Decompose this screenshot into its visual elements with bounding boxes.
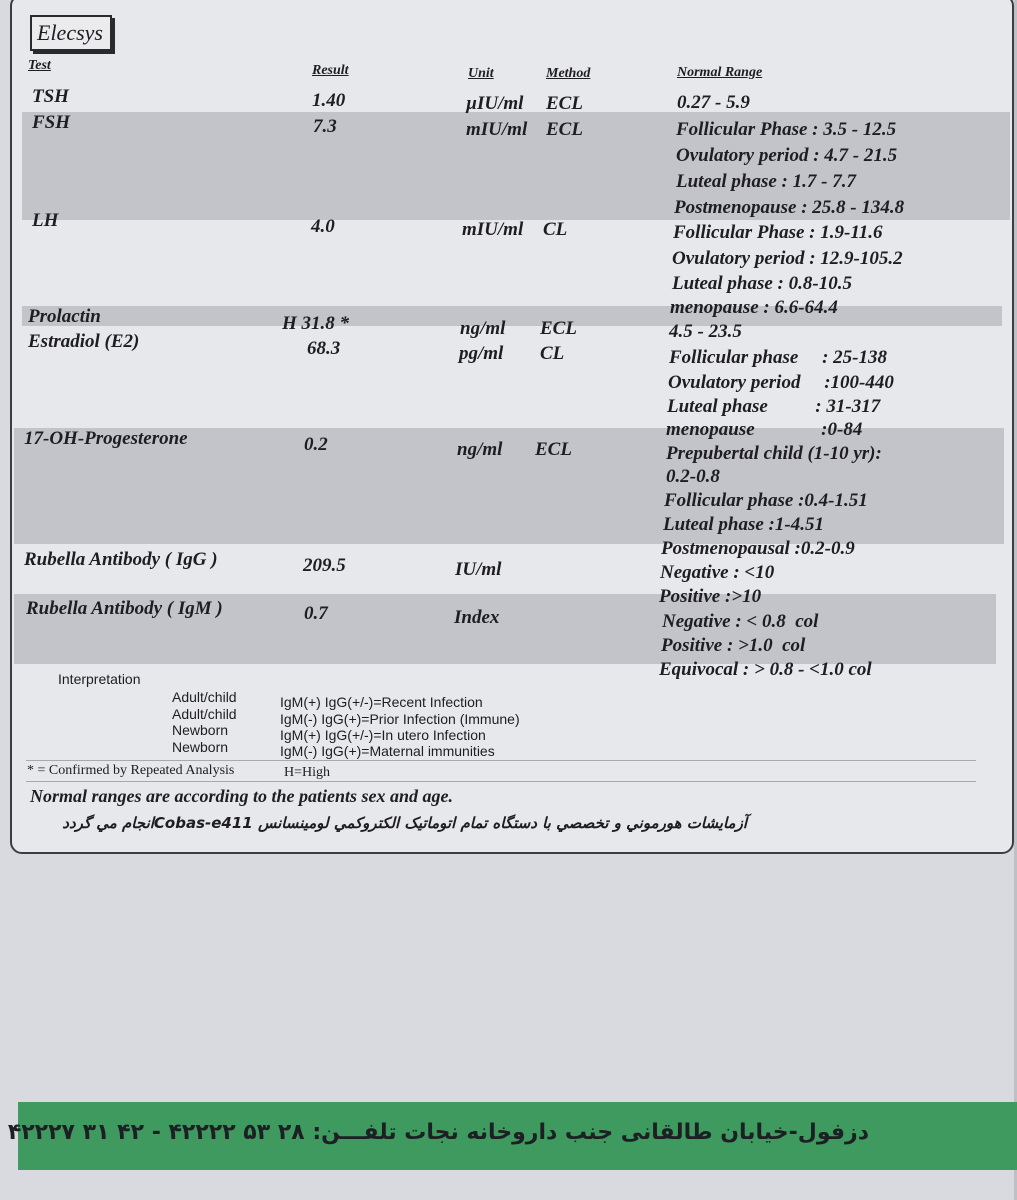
- header-method: Method: [546, 66, 591, 81]
- range-line: Luteal phase : 0.8-10.5: [672, 273, 852, 294]
- range-line: Ovulatory period :100-440: [668, 372, 894, 393]
- test-unit: IU/ml: [455, 559, 502, 580]
- test-unit: pg/ml: [459, 343, 504, 364]
- range-line: 0.27 - 5.9: [677, 92, 750, 113]
- range-line: Follicular phase : 25-138: [669, 347, 887, 368]
- test-method: ECL: [546, 93, 583, 114]
- interpretation-title: Interpretation: [58, 671, 141, 687]
- interpretation-text: IgM(-) IgG(+)=Maternal immunities: [280, 743, 495, 759]
- range-line: Luteal phase : 1.7 - 7.7: [676, 171, 856, 192]
- range-line: Luteal phase : 31-317: [667, 396, 881, 417]
- interpretation-who: Adult/child: [172, 706, 237, 722]
- range-line: Positive : >1.0 col: [661, 635, 806, 656]
- range-line: menopause : 6.6-64.4: [670, 297, 838, 318]
- range-line: Ovulatory period : 12.9-105.2: [672, 248, 903, 269]
- range-line: Equivocal : > 0.8 - <1.0 col: [659, 659, 872, 680]
- test-unit: Index: [454, 607, 500, 628]
- range-line: Follicular Phase : 1.9-11.6: [673, 222, 883, 243]
- test-name: Prolactin: [28, 306, 101, 327]
- interpretation-text: IgM(+) IgG(+/-)=In utero Infection: [280, 727, 486, 743]
- header-test: Test: [28, 58, 51, 73]
- test-method: CL: [543, 219, 568, 240]
- test-name: FSH: [32, 112, 71, 133]
- range-line: Ovulatory period : 4.7 - 21.5: [676, 145, 898, 166]
- instrument-note: آزمايشات هورموني و تخصصي با دستگاه تمام اتوماتيک الکتروکمي لومينسانس Cobas-e411انجام مي گردد: [62, 814, 747, 832]
- interpretation-text: IgM(+) IgG(+/-)=Recent Infection: [280, 694, 483, 710]
- test-unit: ng/ml: [460, 318, 506, 339]
- test-result: 209.5: [303, 555, 346, 576]
- test-result: 7.3: [313, 116, 337, 137]
- range-line: 4.5 - 23.5: [669, 321, 742, 342]
- divider: [26, 760, 976, 761]
- normal-ranges-note: Normal ranges are according to the patients sex and age.: [30, 786, 454, 806]
- header-unit: Unit: [468, 66, 494, 81]
- test-method: ECL: [546, 119, 583, 140]
- interpretation-text: IgM(-) IgG(+)=Prior Infection (Immune): [280, 711, 520, 727]
- interpretation-who: Newborn: [172, 739, 229, 755]
- test-name: Rubella Antibody ( IgG ): [24, 549, 218, 570]
- header-result: Result: [312, 63, 349, 78]
- test-method: ECL: [540, 318, 577, 339]
- test-result: 0.2: [304, 434, 328, 455]
- range-line: Postmenopause : 25.8 - 134.8: [674, 197, 905, 218]
- range-line: Luteal phase :1-4.51: [663, 514, 824, 535]
- range-line: menopause :0-84: [666, 419, 863, 440]
- interpretation-who: Adult/child: [172, 689, 237, 705]
- test-name: TSH: [32, 86, 69, 107]
- test-name: Rubella Antibody ( IgM ): [26, 598, 223, 619]
- test-unit: ng/ml: [457, 439, 503, 460]
- footnote-high: H=High: [284, 765, 331, 780]
- range-line: Negative : <10: [660, 562, 775, 583]
- range-line: Follicular Phase : 3.5 - 12.5: [676, 119, 897, 140]
- test-result: 0.7: [304, 603, 328, 624]
- range-line: Postmenopausal :0.2-0.9: [661, 538, 855, 559]
- test-unit: mIU/ml: [462, 219, 524, 240]
- range-line: Follicular phase :0.4-1.51: [664, 490, 868, 511]
- header-range: Normal Range: [677, 65, 763, 80]
- range-line: 0.2-0.8: [666, 466, 720, 487]
- test-name: Estradiol (E2): [28, 331, 140, 352]
- footnote-star: * = Confirmed by Repeated Analysis: [27, 763, 235, 778]
- band-prolactin: [22, 306, 1002, 326]
- test-result: 1.40: [312, 90, 346, 111]
- divider: [26, 781, 976, 782]
- range-line: Prepubertal child (1-10 yr):: [666, 443, 882, 464]
- brand-logo: Elecsys: [30, 15, 112, 51]
- range-line: Negative : < 0.8 col: [662, 611, 819, 632]
- test-unit: µIU/ml: [466, 93, 524, 114]
- test-method: CL: [540, 343, 565, 364]
- test-result: 68.3: [307, 338, 341, 359]
- interpretation-who: Newborn: [172, 722, 229, 738]
- test-name: 17-OH-Progesterone: [24, 428, 188, 449]
- test-name: LH: [32, 210, 59, 231]
- test-result: 4.0: [311, 216, 335, 237]
- test-unit: mIU/ml: [466, 119, 528, 140]
- range-line: Positive :>10: [659, 586, 762, 607]
- test-result: H 31.8 *: [282, 313, 350, 334]
- footer-address: دزفول-خیابان طالقانی جنب داروخانه نجات تلفـــن: ۲۸ ۵۳ ۴۲۲۲۲ - ۴۲ ۳۱ ۴۲۲۲۷: [7, 1120, 869, 1145]
- test-method: ECL: [535, 439, 572, 460]
